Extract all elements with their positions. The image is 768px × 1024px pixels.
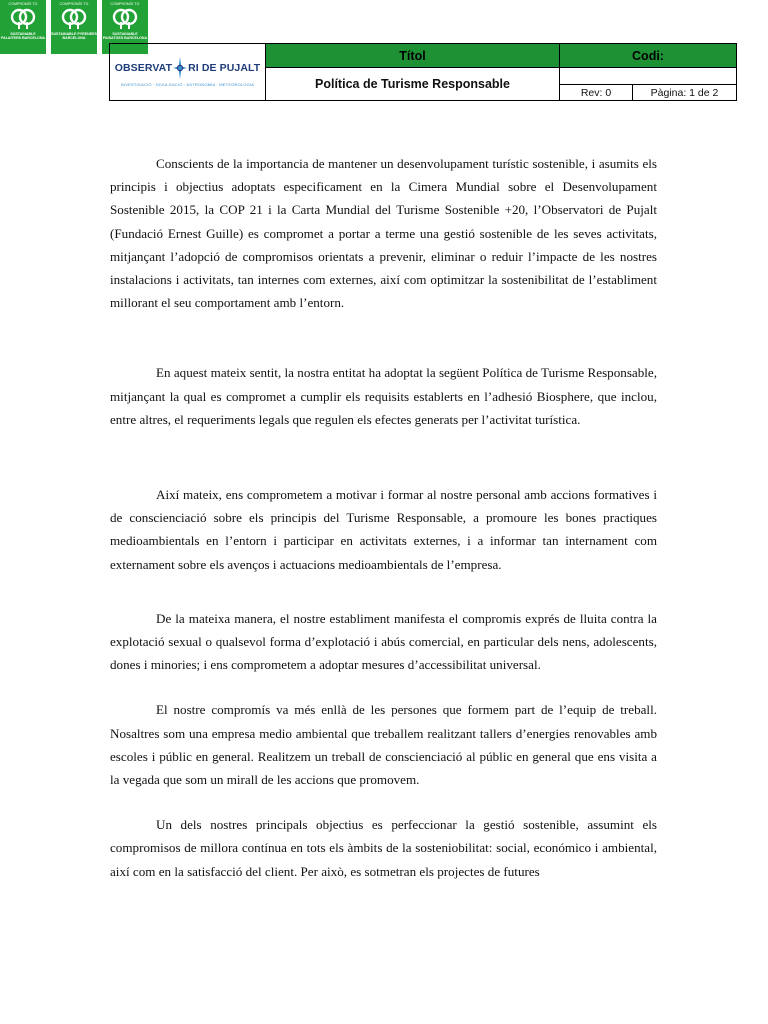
body-paragraph: Així mateix, ens comprometem a motivar i formar al nostre personal amb accions formatives i de conscienciació sobre els principis del Turisme Responsable, a promoure les bones practiques medioambientals en l’entorn i participar en activitats externes, i a informar tan internament com externament sobre els avenços i actuacions medioambientals de l’empresa. [110,487,657,572]
document-title: Política de Turisme Responsable [315,77,510,91]
leaf-logo-icon [112,7,138,31]
badge-label: SUSTAINABLE PALAITERS BARCELONA [0,32,46,41]
sustainability-badge [51,0,97,54]
leaf-logo-icon [61,7,87,31]
badge-top-text: COMPROMÍS TO [110,2,140,6]
body-paragraph: De la mateixa manera, el nostre establiment manifesta el compromis exprés de lluita contra la explotació sexual o qualsevol forma d’explotació i abús comercial, en particular dels nens, adolescents, dones i minories; i ens comprometem a adoptar mesures d’accessibilitat universal. [110,610,657,673]
sustainability-badge [0,0,46,54]
body-paragraph: Un dels nostres principals objectius es perfeccionar la gestió sostenible, assumint els compromisos de millora contínua en tots els àmbits de la sosteniobilitat: social, económico i ambiental, així com en la satisfacció del client. Per això, es sotmetran els projectes de futures [110,817,657,879]
logo-wordmark [115,57,261,79]
code-label: Codi: [560,44,736,68]
title-column [266,44,560,100]
document-header-table [109,43,737,101]
badge-label: SUSTAINABLE PAISATGES BARCELONA [102,32,148,41]
page-number: Pàgina: 1 de 2 [650,86,719,99]
leaf-logo-icon [10,7,36,31]
revision-row [560,85,736,100]
logo-text-right: RI DE PUJALT [188,62,261,74]
document-body [110,152,657,883]
badge-label: SUSTAINABLE PYRENEES BARCELONA [51,32,97,41]
code-column [560,44,736,100]
revision-label: Rev: 0 [560,85,633,100]
compass-star-icon [173,57,187,79]
logo-tagline: INVESTIGACIÓ · DIVULGACIÓ · ASTRONOMIA · METEOROLOGIA [120,82,255,87]
title-label: Títol [266,44,559,68]
observatory-logo [110,44,266,100]
badge-top-text: COMPROMÍS TO [8,2,38,6]
logo-text-left: OBSERVAT [114,62,173,74]
code-value [560,68,736,85]
body-paragraph: El nostre compromís va més enllà de les persones que formem part de l’equip de treball. Nosaltres som una empresa medio ambiental que treballem realitzant tallers d’energies renovables amb escoles i públic en general. Realitzem un treball de conscienciació al públic en general que ens visita a la vegada que som un mirall de les accions que promovem. [110,702,657,788]
body-paragraph: En aquest mateix sentit, la nostra entitat ha adoptat la següent Política de Turisme Responsable, mitjançant la qual es compromet a cumplir els requisits establerts en l’adhesió Biosphere, que inclou, entre altres, el requeriments legals que regulen els efectes generats per l’activitat turística. [110,365,657,427]
body-paragraph: Conscients de la importancia de mantener un desenvolupament turístic sostenible, i asumits els principis i objectius adoptats especificament en la Cimera Mundial sobre el Desenvolupament Sostenible 2015, la COP 21 i la Carta Mundial del Turisme Sostenible +20, l’Observatori de Pujalt (Fundació Ernest Guille) es compromet a portar a terme una gestió sostenible de les seves activitats, mitjançant l’adopció de compromisos orientats a prevenir, eliminar o reduir l’impacte de les nostres instalacions i activitats, tan internes com externes, així com optimitzar la sostenibilitat de l’establiment millorant el seu comportament amb l’entorn. [110,156,657,311]
badge-top-text: COMPROMÍS TO [59,2,89,6]
